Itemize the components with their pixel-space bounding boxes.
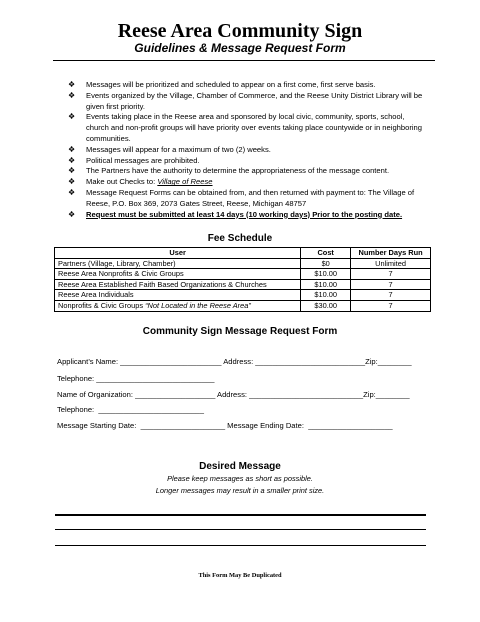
desired-message-heading: Desired Message bbox=[199, 461, 281, 472]
guideline-item: ❖ Events taking place in the Reese area and sponsored by local civic, community, sports, school, church and non-profit groups will have priority over events taking place countywide or in neighboring communities. bbox=[68, 112, 423, 143]
fee-user-cell: Partners (Village, Library, Chamber) bbox=[55, 258, 301, 269]
diamond-bullet-icon: ❖ bbox=[68, 177, 76, 187]
message-write-line[interactable] bbox=[55, 545, 426, 546]
desired-message-note: Please keep messages as short as possible. bbox=[167, 474, 313, 483]
applicant-name-address-field[interactable]: Applicant’s Name: ________________________ Address: __________________________Zip:________ bbox=[57, 357, 412, 366]
fee-user-cell: Reese Area Individuals bbox=[55, 290, 301, 301]
diamond-bullet-icon: ❖ bbox=[68, 144, 76, 154]
page-subtitle: Guidelines & Message Request Form bbox=[134, 41, 346, 55]
fee-cost-cell: $30.00 bbox=[301, 300, 351, 311]
fee-user-cell: Reese Area Nonprofits & Civic Groups bbox=[55, 269, 301, 280]
fee-days-cell: Unlimited bbox=[351, 258, 431, 269]
fee-cost-cell: $0 bbox=[301, 258, 351, 269]
fee-schedule-table bbox=[54, 247, 431, 312]
table-row bbox=[55, 279, 431, 290]
guideline-item: ❖ Political messages are prohibited. bbox=[68, 155, 200, 165]
diamond-bullet-icon: ❖ bbox=[68, 90, 76, 100]
message-dates-field[interactable]: Message Starting Date: ____________________ Message Ending Date: ____________________ bbox=[57, 421, 393, 430]
column-header-cost: Cost bbox=[301, 248, 351, 259]
request-form-heading: Community Sign Message Request Form bbox=[142, 326, 338, 337]
table-row bbox=[55, 300, 431, 311]
diamond-bullet-icon: ❖ bbox=[68, 155, 76, 165]
table-row bbox=[55, 258, 431, 269]
table-row bbox=[55, 269, 431, 280]
fee-user-note: “Not Located in the Reese Area” bbox=[145, 300, 251, 310]
fee-days-cell: 7 bbox=[351, 290, 431, 301]
guideline-deadline: ❖ Request must be submitted at least 14 days (10 working days) Prior to the posting date. bbox=[68, 209, 403, 219]
guideline-forms: ❖ Message Request Forms can be obtained from, and then returned with payment to: The Village of Reese, P.O. Box 369, 2073 Gates Street, Reese, Michigan 48757 bbox=[68, 187, 415, 208]
diamond-bullet-icon: ❖ bbox=[68, 209, 76, 219]
guideline-checks: ❖ Make out Checks to: Village of Reese bbox=[68, 177, 213, 187]
diamond-bullet-icon: ❖ bbox=[68, 80, 76, 89]
table-header-row bbox=[55, 248, 431, 259]
guideline-item: ❖ Messages will be prioritized and scheduled to appear on a first come, first serve basis. bbox=[68, 80, 376, 89]
fee-cost-cell: $10.00 bbox=[301, 290, 351, 301]
diamond-bullet-icon: ❖ bbox=[68, 112, 76, 122]
diamond-bullet-icon: ❖ bbox=[68, 166, 76, 176]
fee-user-cell: Reese Area Established Faith Based Organizations & Churches bbox=[55, 279, 301, 290]
table-row bbox=[55, 290, 431, 301]
guideline-item: ❖ Events organized by the Village, Chamber of Commerce, and the Reese Unity District Library will be given first priority. bbox=[68, 90, 423, 111]
desired-message-note: Longer messages may result in a smaller print size. bbox=[155, 486, 325, 495]
fee-user-cell: Nonprofits & Civic Groups “Not Located in the Reese Area” bbox=[55, 300, 301, 311]
fee-schedule-heading: Fee Schedule bbox=[207, 233, 273, 244]
organization-telephone-field[interactable]: Telephone: _________________________ bbox=[57, 405, 204, 414]
diamond-bullet-icon: ❖ bbox=[68, 187, 76, 197]
telephone-field[interactable]: Telephone: ____________________________ bbox=[57, 374, 215, 383]
fee-days-cell: 7 bbox=[351, 300, 431, 311]
footer-note: This Form May Be Duplicated bbox=[198, 572, 282, 579]
page-title: Reese Area Community Sign bbox=[117, 20, 363, 42]
fee-cost-cell: $10.00 bbox=[301, 269, 351, 280]
header-divider bbox=[53, 60, 435, 61]
guidelines-list bbox=[68, 80, 428, 220]
fee-days-cell: 7 bbox=[351, 279, 431, 290]
checks-payee: Village of Reese bbox=[157, 177, 213, 187]
fee-days-cell: 7 bbox=[351, 269, 431, 280]
guideline-item: ❖ The Partners have the authority to determine the appropriateness of the message content. bbox=[68, 166, 390, 176]
message-write-line[interactable] bbox=[55, 529, 426, 530]
column-header-user: User bbox=[55, 248, 301, 259]
guideline-item: ❖ Messages will appear for a maximum of two (2) weeks. bbox=[68, 144, 271, 154]
fee-cost-cell: $10.00 bbox=[301, 279, 351, 290]
column-header-days: Number Days Run bbox=[351, 248, 431, 259]
organization-name-address-field[interactable]: Name of Organization: ___________________ Address: ___________________________Zip:________ bbox=[57, 390, 410, 399]
message-write-line[interactable] bbox=[55, 514, 426, 516]
